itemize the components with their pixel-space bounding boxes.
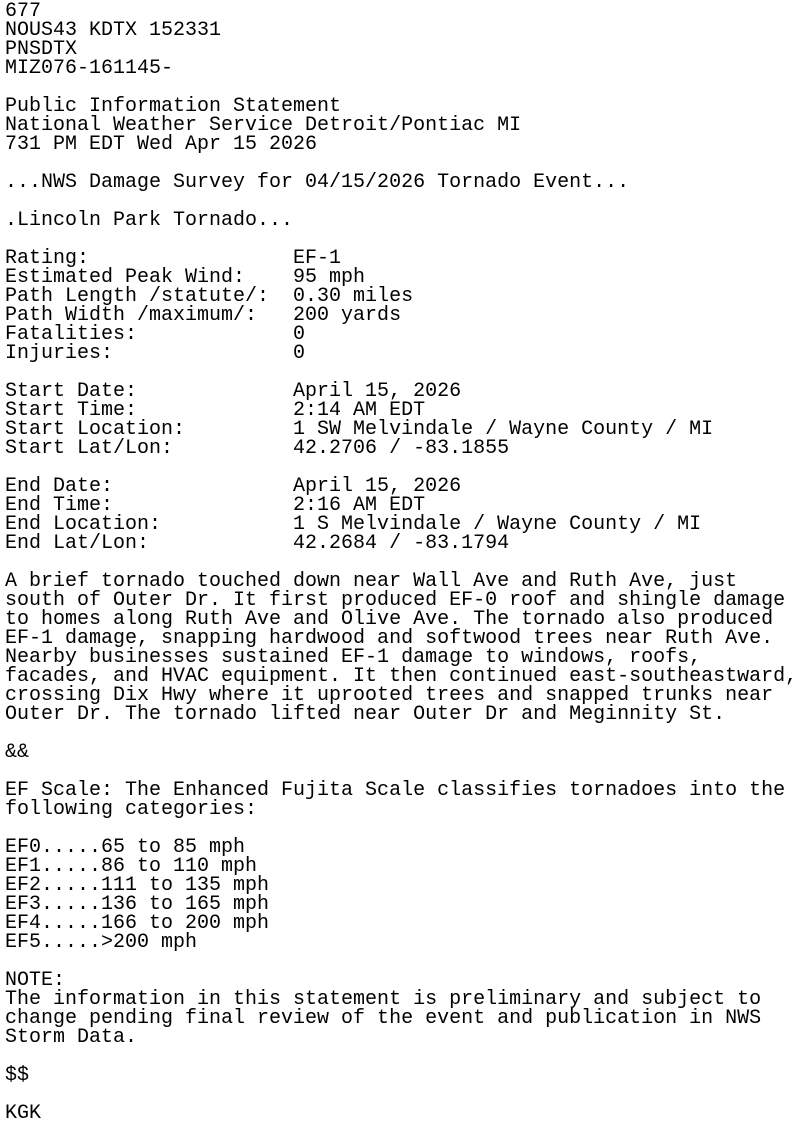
statement-line: EF5.....>200 mph — [5, 931, 198, 954]
statement-line: MIZ076-161145- — [5, 57, 174, 80]
statement-line: EF-1 damage, snapping hardwood and softwood trees near Ruth Ave. — [5, 627, 774, 650]
statement-line: Start Location: 1 SW Melvindale / Wayne County / MI — [5, 418, 714, 441]
statement-line: NOUS43 KDTX 152331 — [5, 19, 222, 42]
statement-line — [5, 952, 797, 971]
statement-line: EF Scale: The Enhanced Fujita Scale classifies tornadoes into the — [5, 779, 786, 802]
statement-line: End Time: 2:16 AM EDT — [5, 494, 426, 517]
statement-line: EF2.....111 to 135 mph — [5, 874, 270, 897]
statement-line: to homes along Ruth Ave and Olive Ave. The tornado also produced — [5, 608, 774, 631]
statement-line: south of Outer Dr. It first produced EF-0 roof and shingle damage — [5, 589, 786, 612]
statement-line: Outer Dr. The tornado lifted near Outer Dr and Meginnity St. — [5, 703, 726, 726]
statement-line: End Lat/Lon: 42.2684 / -83.1794 — [5, 532, 510, 555]
statement-line: && — [5, 741, 30, 764]
statement-line: Path Length /statute/: 0.30 miles — [5, 285, 414, 308]
statement-line: Estimated Peak Wind: 95 mph — [5, 266, 366, 289]
statement-line: ...NWS Damage Survey for 04/15/2026 Tornado Event... — [5, 171, 630, 194]
statement-line: The information in this statement is preliminary and subject to — [5, 988, 762, 1011]
statement-line: $$ — [5, 1064, 30, 1087]
statement-line: 731 PM EDT Wed Apr 15 2026 — [5, 133, 318, 156]
statement-line: Rating: EF-1 — [5, 247, 342, 270]
statement-line: Path Width /maximum/: 200 yards — [5, 304, 402, 327]
statement-line: change pending final review of the event and publication in NWS — [5, 1007, 762, 1030]
statement-line: KGK — [5, 1102, 42, 1123]
statement-line: EF0.....65 to 85 mph — [5, 836, 246, 859]
statement-line: Start Lat/Lon: 42.2706 / -83.1855 — [5, 437, 510, 460]
statement-line: PNSDTX — [5, 38, 78, 61]
statement-line: 677 — [5, 0, 42, 23]
statement-line: Start Time: 2:14 AM EDT — [5, 399, 426, 422]
statement-line: facades, and HVAC equipment. It then continued east-southeastward, — [5, 665, 797, 688]
statement-line: .Lincoln Park Tornado... — [5, 209, 294, 232]
statement-line: Fatalities: 0 — [5, 323, 306, 346]
statement-line: EF4.....166 to 200 mph — [5, 912, 270, 935]
statement-line: National Weather Service Detroit/Pontiac MI — [5, 114, 522, 137]
statement-line: following categories: — [5, 798, 258, 821]
statement-line: End Location: 1 S Melvindale / Wayne County / MI — [5, 513, 702, 536]
statement-line: Storm Data. — [5, 1026, 138, 1049]
statement-line: Injuries: 0 — [5, 342, 306, 365]
statement-line: Start Date: April 15, 2026 — [5, 380, 462, 403]
statement-line — [5, 1085, 797, 1104]
statement-line: EF1.....86 to 110 mph — [5, 855, 258, 878]
statement-line: Nearby businesses sustained EF-1 damage to windows, roofs, — [5, 646, 702, 669]
statement-line — [5, 1047, 797, 1066]
statement-line: NOTE: — [5, 969, 66, 992]
statement-line: End Date: April 15, 2026 — [5, 475, 462, 498]
statement-line: EF3.....136 to 165 mph — [5, 893, 270, 916]
statement-line — [5, 724, 797, 743]
statement-line: Public Information Statement — [5, 95, 342, 118]
statement-line: crossing Dix Hwy where it uprooted trees and snapped trunks near — [5, 684, 774, 707]
statement-line: A brief tornado touched down near Wall Ave and Ruth Ave, just — [5, 570, 738, 593]
